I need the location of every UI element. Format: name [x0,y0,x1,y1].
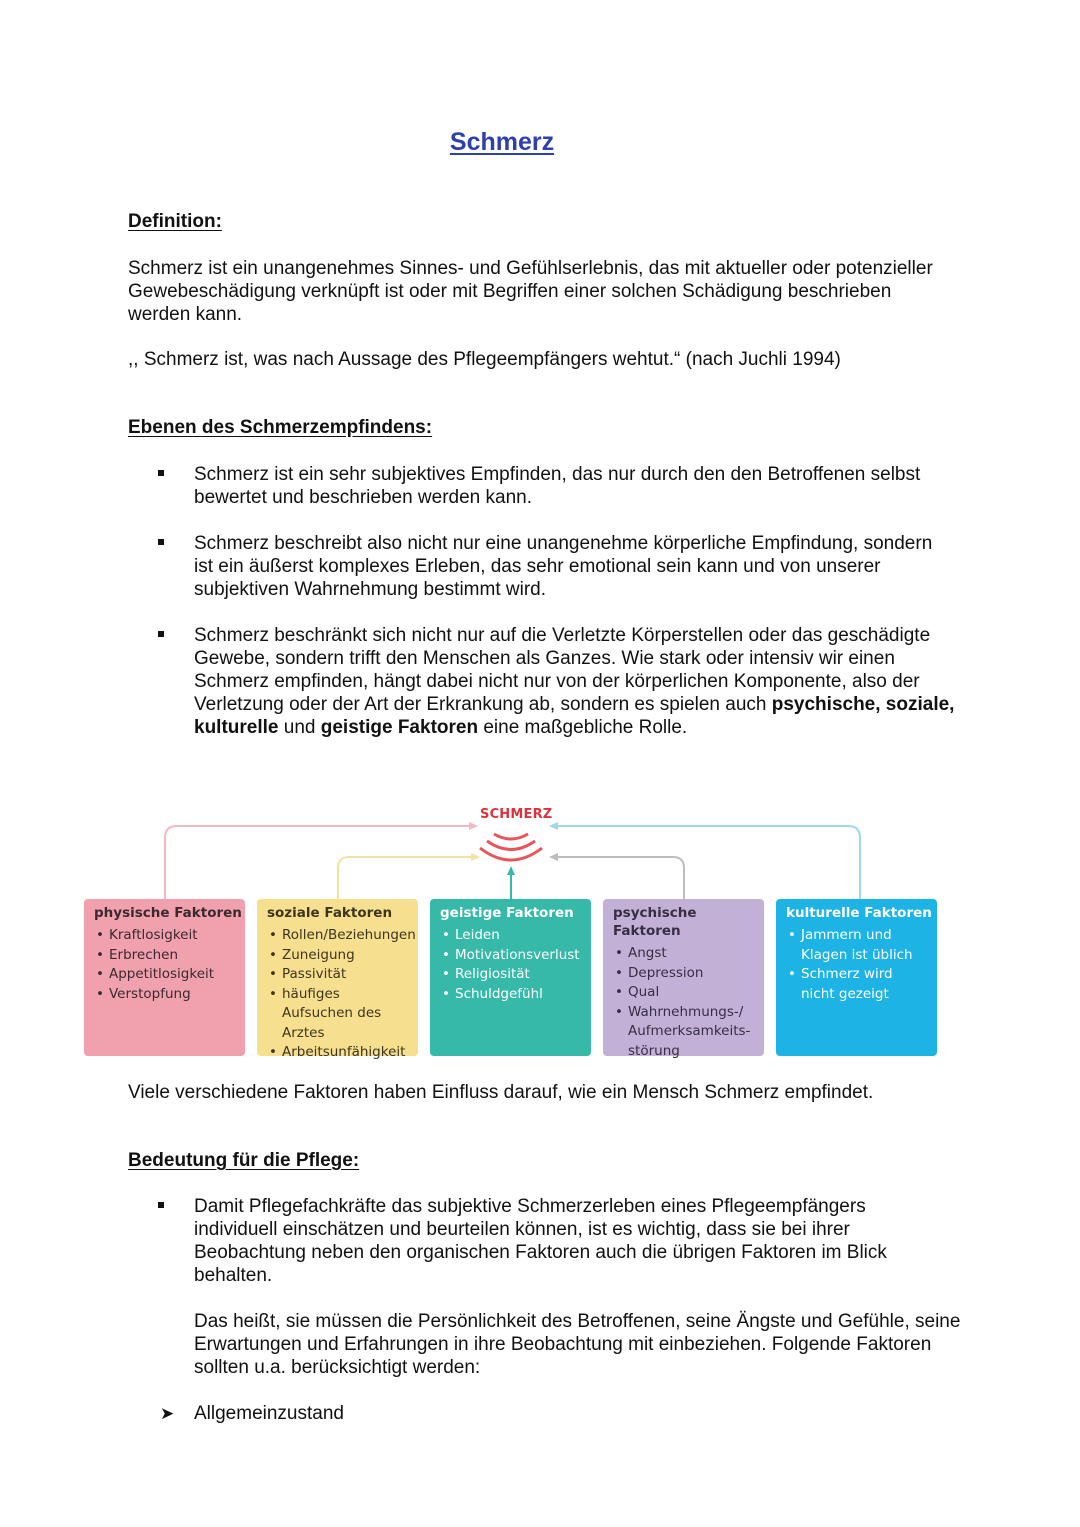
factor-item: • Angst [613,944,764,964]
ebenen-heading: Ebenen des Schmerzempfindens: [128,417,433,438]
factor-item: • Schuldgefühl [440,985,591,1005]
factor-item: • Motivationsverlust [440,946,591,966]
factor-box-psychisch [603,899,764,1059]
definition-heading: Definition: [128,211,222,232]
pflege-bullet-1 [194,1195,954,1287]
pflege-arrow-item [160,1402,964,1425]
pflege-bullet-1-text: Damit Pflegefachkräfte das subjektive Schmerzerleben eines Pflegeempfängers individuell einschätzen und beurteilen können, ist es wichtig, dass sie bei ihrer Beobachtung neben den organischen Faktoren auch die übrigen Faktoren im Blick behalten. [194,1196,887,1286]
factor-box-title: psychische Faktoren [613,905,697,939]
factor-item: • Religiosität [440,965,591,985]
pflege-paragraph-2: Das heißt, sie müssen die Persönlichkeit des Betroffenen, seine Ängste und Gefühle, seine Erwartungen und Erfahrungen in ihre Beobachtung mit einbeziehen. Folgende Faktoren sollten u.a. berücksichtigt werden: [194,1311,961,1378]
factor-item: • Schmerz wird nicht gezeigt [786,965,937,1004]
ebenen-bullet-3 [194,624,964,739]
ebenen-bullet-3-intro: Schmerz beschränkt sich nicht nur auf die Verletzte Körperstellen oder das geschädigte Gewebe, sondern trifft den Menschen als Ganzes. Wie stark oder intensiv wir einen Schmerz empfinden, hängt dabei nicht nur von der körperlichen Komponente, also der Verletzung oder der Art der Erkrankung ab, sondern es spielen auch [194,625,931,715]
ebenen-bullet-1-text: Schmerz ist ein sehr subjektives Empfinden, das nur durch den den Betroffenen selbst bewertet und beschrieben werden kann. [194,464,921,508]
arrow-bullet-icon: ➤ [160,1404,175,1423]
ebenen-bullet-1 [194,463,924,509]
pain-wave-icon [480,834,542,860]
ebenen-bullet-2-text: Schmerz beschreibt also nicht nur eine unangenehme körperliche Empfindung, sondern ist ein äußerst komplexes Erleben, das sehr emotional sein kann und von unserer subjektiven Wahrnehmung bestimmt wird. [194,533,933,600]
ebenen-bullet-3-mid: und [283,717,316,738]
factor-item: • Kraftlosigkeit [94,926,245,946]
bullet-square-icon [158,1202,164,1208]
factor-item: • Zuneigung [267,946,418,966]
factor-item: • Leiden [440,926,591,946]
factor-item: • Depression [613,964,764,984]
ebenen-bullet-3-bold-2: geistige Faktoren [320,717,479,738]
bullet-square-icon [158,539,164,545]
factor-item: • Jammern und Klagen ist üblich [786,926,937,965]
factor-box-title: soziale Faktoren [267,905,393,921]
bullet-square-icon [158,470,164,476]
factor-box-physisch [84,899,245,1056]
diagram-center-label: SCHMERZ [480,807,553,822]
factor-box-title: physische Faktoren [94,905,242,921]
factor-box-sozial [257,899,418,1060]
factor-box-title: kulturelle Faktoren [786,905,932,921]
pflege-arrow-item-text: Allgemeinzustand [194,1403,344,1424]
factor-item: • Qual [613,983,764,1003]
factor-box-kulturell [776,899,937,1056]
diagram-caption: Viele verschiedene Faktoren haben Einfluss darauf, wie ein Mensch Schmerz empfindet. [128,1082,874,1103]
factor-item: • häufiges Aufsuchen des Arztes [267,985,418,1044]
definition-quote: ,, Schmerz ist, was nach Aussage des Pflegeempfängers wehtut.“ (nach Juchli 1994) [128,349,841,370]
page-title: Schmerz [449,128,555,156]
factor-box-title: geistige Faktoren [440,905,574,921]
factor-item: • Wahrnehmungs-/ Aufmerksamkeits-störung [613,1003,764,1062]
ebenen-bullet-3-outro: eine maßgebliche Rolle. [483,717,688,738]
factors-diagram [84,800,946,1060]
factor-box-geistig [430,899,591,1056]
factor-item: • Appetitlosigkeit [94,965,245,985]
factor-item: • Verstopfung [94,985,245,1005]
factor-item: • Rollen/Beziehungen [267,926,418,946]
definition-text: Schmerz ist ein unangenehmes Sinnes- und Gefühlserlebnis, das mit aktueller oder potenzieller Gewebeschädigung verknüpft ist oder mit Begriffen einer solchen Schädigung beschrieben werden kann. [128,258,933,325]
factor-item: • Passivität [267,965,418,985]
pflege-heading: Bedeutung für die Pflege: [128,1150,360,1171]
ebenen-bullet-3-bold-1: psychische, soziale, kulturelle [194,694,955,738]
bullet-square-icon [158,631,164,637]
ebenen-bullet-2 [194,532,934,601]
factor-item: • Erbrechen [94,946,245,966]
factor-item: • Arbeitsunfähigkeit [267,1043,418,1063]
